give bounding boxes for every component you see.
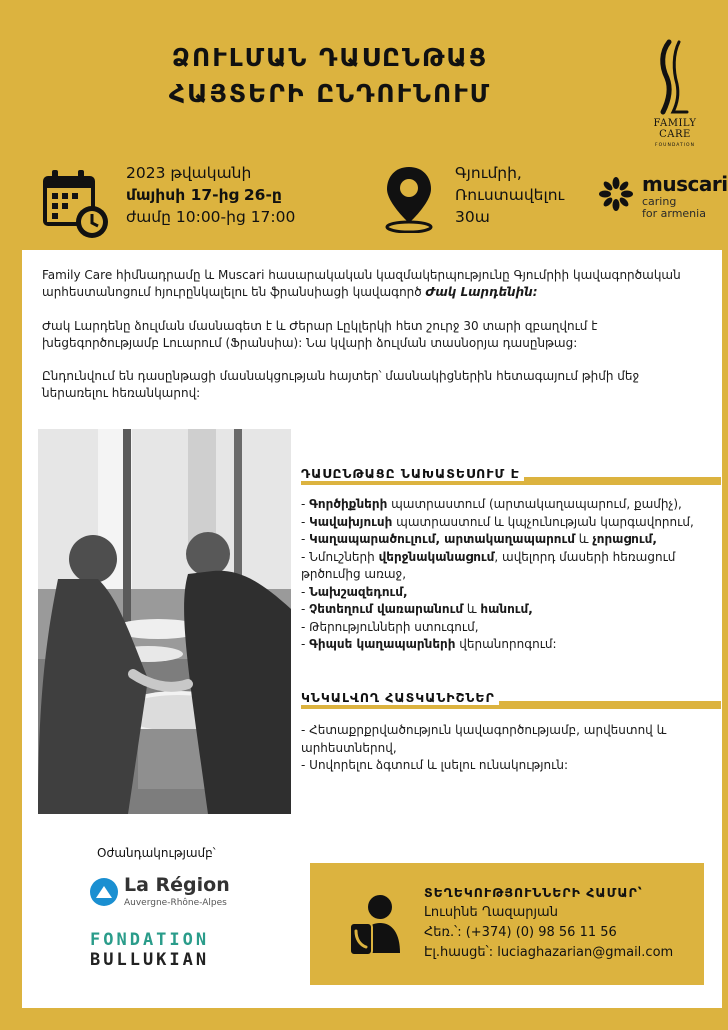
requirements-list — [301, 722, 711, 775]
la-region-name: La Région — [124, 874, 230, 896]
contact-phone[interactable]: Հեռ.՝: (+374) (0) 98 56 11 56 — [424, 925, 617, 940]
la-region-sub: Auvergne-Rhône-Alpes — [124, 898, 227, 908]
contact-name: Լուսինե Ղազարյան — [424, 905, 558, 920]
la-region-badge-icon — [90, 878, 118, 906]
muscari-flower-icon — [598, 176, 634, 212]
location-line-2: Ռուստավելու — [455, 186, 565, 204]
contact-text — [424, 883, 704, 963]
list-item: - Նմուշների վերջնականացում, ավելորդ մասերի հեռացում թրծումից առաջ, — [301, 549, 676, 581]
course-heading: ԴԱՍԸՆԹԱՑԸ ՆԱԽԱՏԵՍՈՒՄ Է — [301, 466, 721, 488]
list-item: - Գործիքների պատրաստում (արտակաղապարում, քամիչ), — [301, 497, 682, 511]
requirements-heading: ԿՆԿԱԼՎՈՂ ՀԱՏԿԱՆԻՇՆԵՐ — [301, 690, 721, 712]
family-care-logo — [640, 38, 710, 148]
location-line-3: 30ա — [455, 208, 490, 226]
contact-title: ՏԵՂԵԿՈՒԹՅՈՒՆՆԵՐԻ ՀԱՄԱՐ՝ — [424, 885, 643, 900]
contact-person-phone-icon — [346, 893, 406, 957]
intro-paragraph-2: Ժակ Լարդենը ձուլման մասնագետ է և Ժերար Լըկլերկի հետ շուրջ 30 տարի զբաղվում է խեցեգործությամբ Լուարում (Ֆրանսիա): Նա կվարի ձուլման տասնօրյա դասընթաց: — [42, 319, 598, 350]
event-location — [455, 162, 595, 228]
title-line-1: ՁՈՒԼՄԱՆ ԴԱՍԸՆԹԱՑ — [171, 43, 489, 72]
intro-paragraph-1: Family Care հիմնադրամը և Muscari հասարակական կազմակերպությունը Գյումրիի կավագործական արհեստանոցում հյուրընկալելու են ֆրանսիացի կավագործ Ժակ Լարդենին: — [42, 268, 681, 299]
list-item: - Սովորելու ձգտում և լսելու ունակություն: — [301, 758, 569, 772]
content-panel — [22, 250, 722, 1008]
fondation-line-1: FONDATION — [90, 930, 210, 950]
event-time: ժամը 10:00-ից 17:00 — [126, 208, 296, 226]
fondation-line-2: BULLUKIAN — [90, 950, 210, 970]
calendar-clock-icon — [40, 168, 112, 240]
list-item: - Նախշազեդում, — [301, 584, 408, 599]
page-title — [110, 40, 550, 112]
la-region-logo — [90, 874, 250, 910]
support-label: Օժանդակությամբ՝ — [97, 846, 216, 860]
list-item: - Կաղապարածուլում, արտակաղապարում և չորացում, — [301, 532, 657, 546]
course-list — [301, 496, 711, 654]
family-care-name-2: CARE — [659, 129, 691, 140]
location-line-1: Գյումրի, — [455, 164, 522, 182]
intro-paragraph-3: Ընդունվում են դասընթացի մասնակցության հայտեր՝ մասնակիցներին հետագայում թիմի մեջ ներառելու հեռանկարով: — [42, 369, 640, 400]
list-item: - Չետեղում վառարանում և հանում, — [301, 602, 533, 616]
contact-box — [310, 863, 704, 985]
list-item: - Թերությունների ստուգում, — [301, 619, 479, 634]
muscari-tagline: caring for armenia — [642, 195, 706, 220]
list-item: - Գիպսե կաղապարների վերանորոգում: — [301, 637, 557, 651]
list-item: - Հետաքրքրվածություն կավագործությամբ, արվեստով և արհեստներով, — [301, 723, 667, 755]
event-date-text — [126, 162, 366, 228]
family-care-sub: FOUNDATION — [655, 143, 695, 148]
muscari-name: muscari — [642, 172, 728, 196]
event-year: 2023 թվականի — [126, 164, 252, 182]
list-item: - Կավախյուսի պատրաստում և կպչունության կարգավորում, — [301, 514, 694, 529]
fondation-bullukian-logo — [90, 930, 240, 970]
contact-email[interactable]: Էլ.հասցե՝: luciaghazarian@gmail.com — [424, 945, 674, 960]
event-dates: մայիսի 17-ից 26-ը — [126, 186, 282, 204]
family-care-mark-icon — [655, 38, 695, 118]
muscari-logo — [598, 172, 728, 222]
title-line-2: ՀԱՅՏԵՐԻ ԸՆԴՈՒՆՈՒՄ — [168, 79, 492, 108]
workshop-photo — [38, 429, 291, 814]
location-pin-icon — [383, 165, 435, 233]
family-care-name-1: FAMILY — [653, 118, 697, 129]
